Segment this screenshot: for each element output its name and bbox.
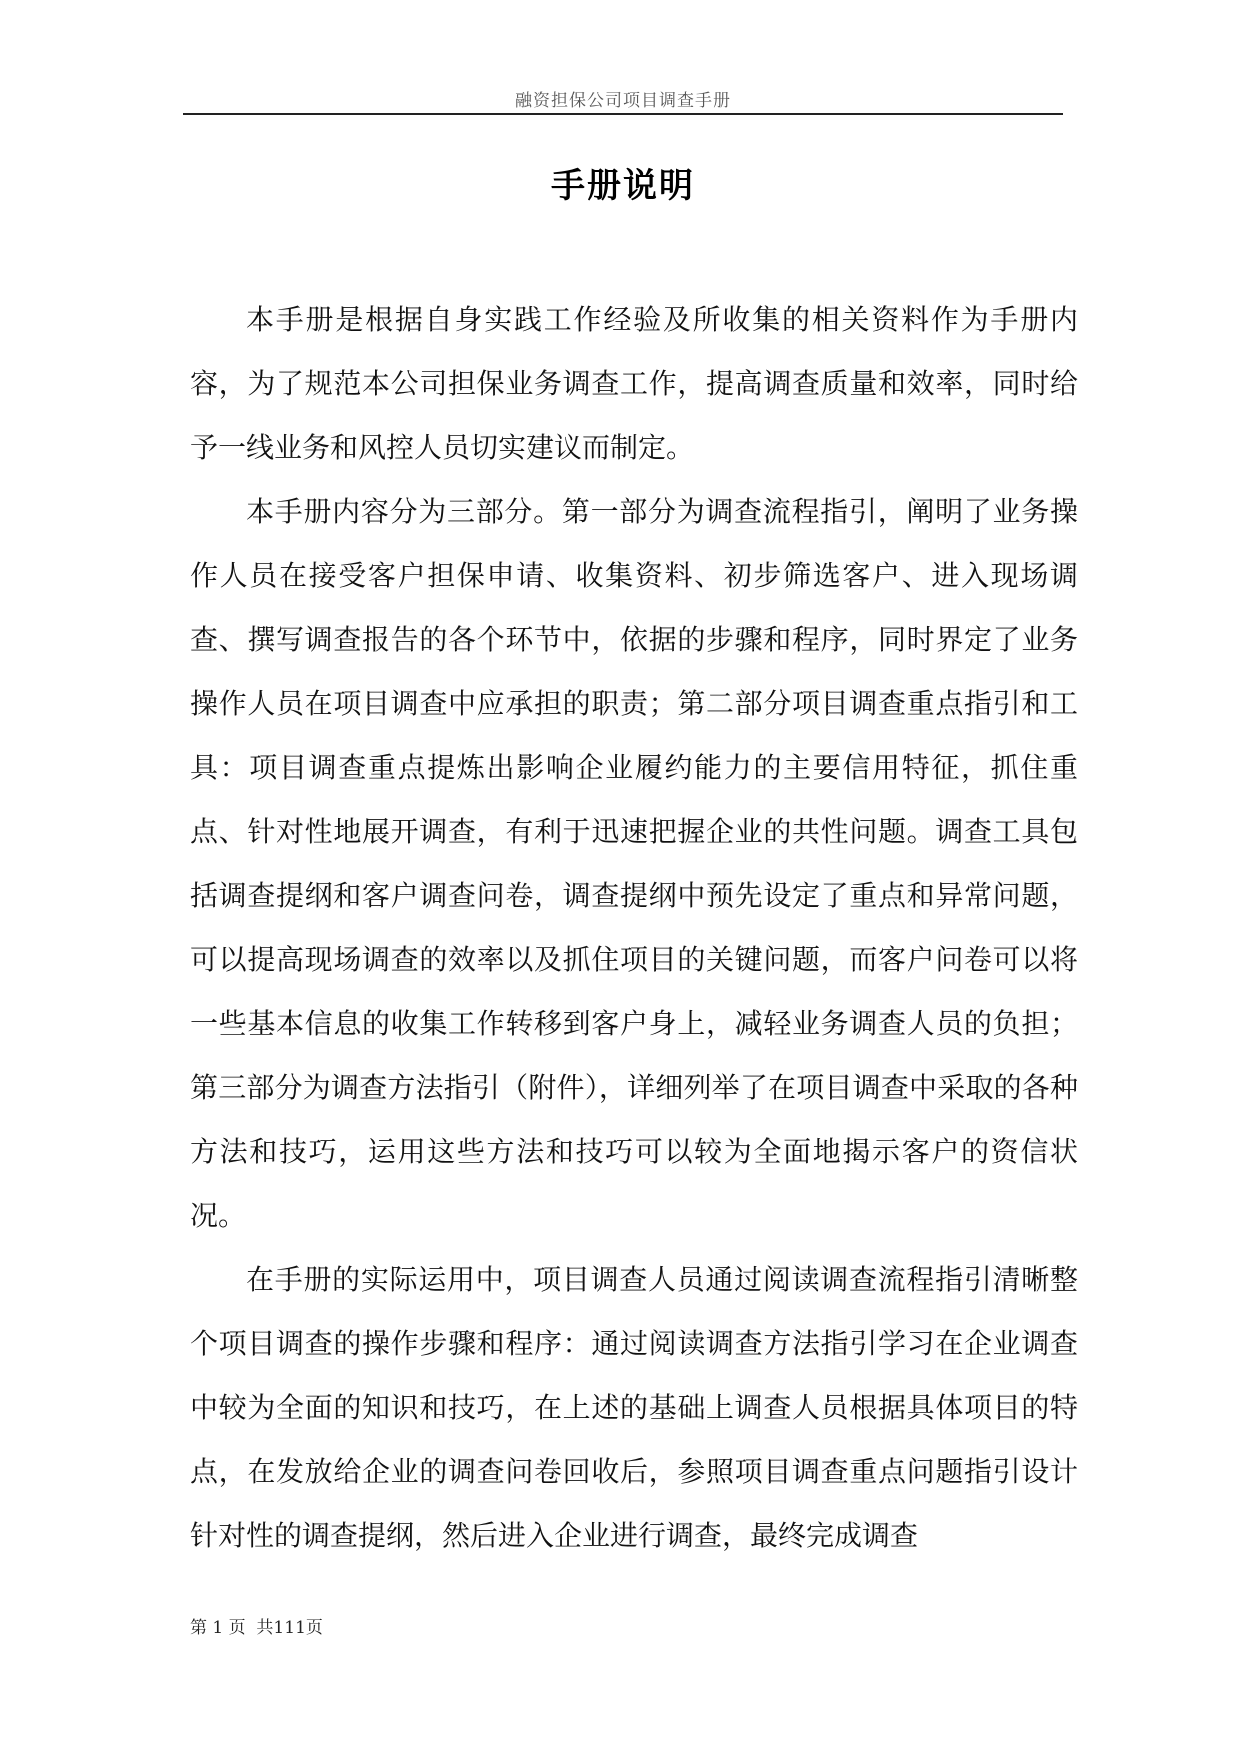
paragraph: 在手册的实际运用中，项目调查人员通过阅读调查流程指引清晰整个项目调查的操作步骤和程序：通过阅读调查方法指引学习在企业调查中较为全面的知识和技巧，在上述的基础上调查人员根据具体项目的特点，在发放给企业的调查问卷回收后，参照项目调查重点问题指引设计针对性的调查提纲，然后进入企业进行调查，最终完成调查 [190,1263,1078,1552]
paragraph: 本手册内容分为三部分。第一部分为调查流程指引，阐明了业务操作人员在接受客户担保申请、收集资料、初步筛选客户、进入现场调查、撰写调查报告的各个环节中，依据的步骤和程序，同时界定了业务操作人员在项目调查中应承担的职责；第二部分项目调查重点指引和工具：项目调查重点提炼出影响企业履约能力的主要信用特征，抓住重点、针对性地展开调查，有利于迅速把握企业的共性问题。调查工具包括调查提纲和客户调查问卷，调查提纲中预先设定了重点和异常问题，可以提高现场调查的效率以及抓住项目的关键问题，而客户问卷可以将一些基本信息的收集工作转移到客户身上，减轻业务调查人员的负担；第三部分为调查方法指引（附件），详细列举了在项目调查中采取的各种方法和技巧，运用这些方法和技巧可以较为全面地揭示客户的资信状况。 [190,495,1078,1232]
body-text [190,288,1078,1568]
paragraph: 本手册是根据自身实践工作经验及所收集的相关资料作为手册内容，为了规范本公司担保业务调查工作，提高调查质量和效率，同时给予一线业务和风控人员切实建议而制定。 [190,303,1078,464]
page-number: 第 1 页 共111页 [190,1618,323,1638]
page-title: 手册说明 [551,166,695,206]
running-header: 融资担保公司项目调查手册 [515,91,731,111]
header-divider [183,113,1063,115]
